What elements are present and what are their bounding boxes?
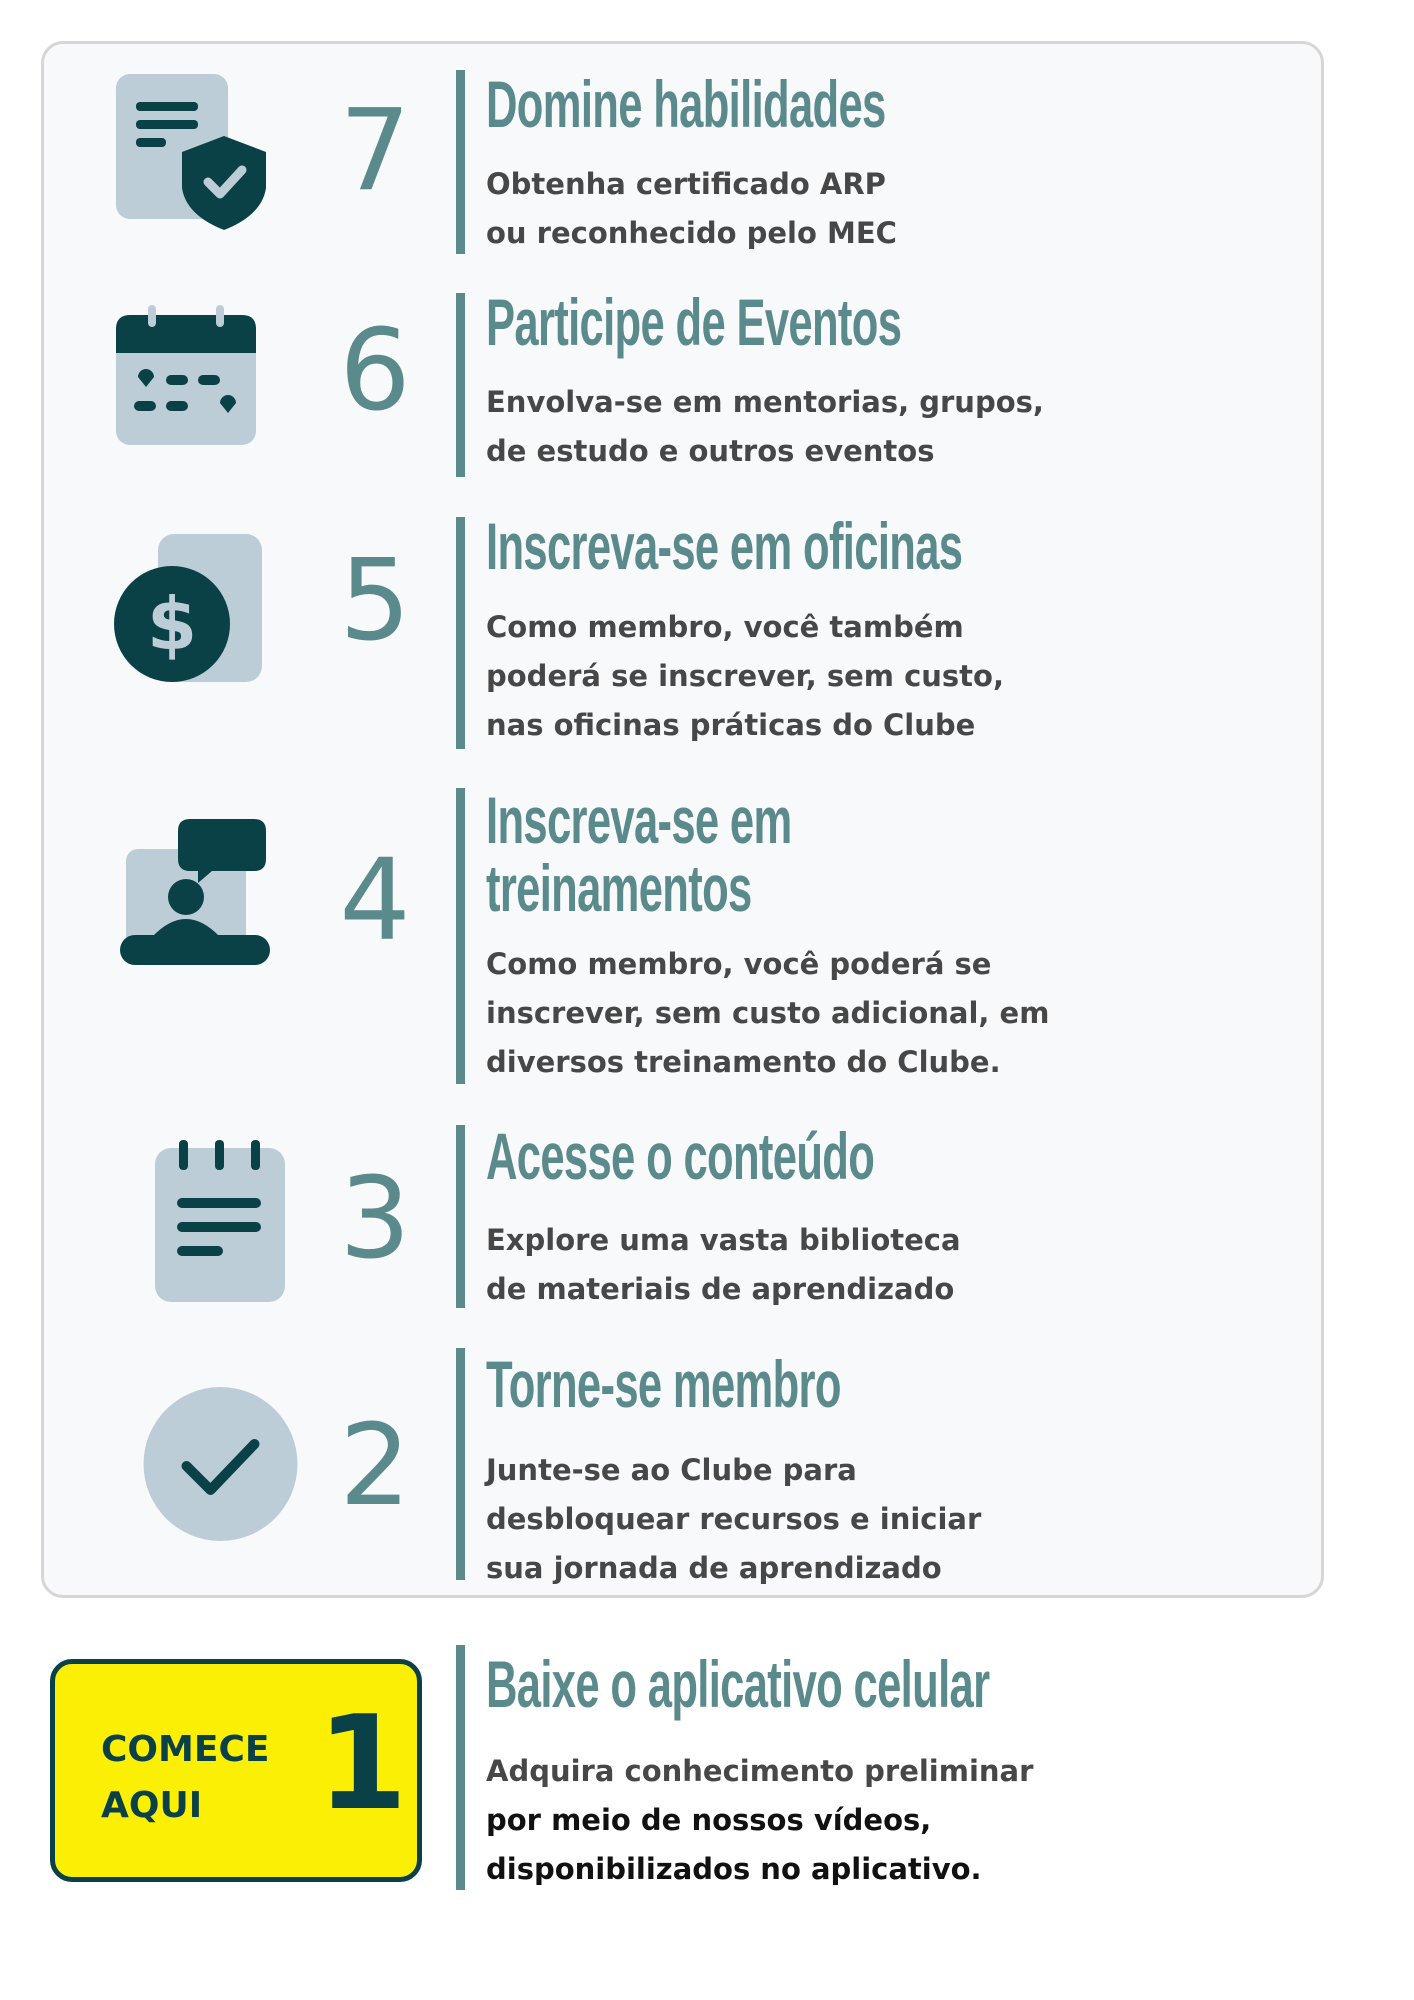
desc-line: ou reconhecido pelo MEC xyxy=(486,216,897,250)
desc-line: Explore uma vasta biblioteca xyxy=(486,1223,961,1257)
desc-line: por meio de nossos vídeos, xyxy=(486,1803,932,1837)
desc-line: de estudo e outros eventos xyxy=(486,434,935,468)
step-number: 3 xyxy=(339,1154,411,1284)
desc-line: Como membro, você também xyxy=(486,610,964,644)
step-description xyxy=(486,1747,1033,1894)
step-title: Participe de Eventos xyxy=(486,285,902,359)
divider xyxy=(456,70,465,254)
desc-line: disponibilizados no aplicativo. xyxy=(486,1852,982,1886)
start-here-badge xyxy=(50,1659,422,1882)
step-title: Baixe o aplicativo celular xyxy=(486,1647,990,1721)
divider xyxy=(456,1645,465,1890)
svg-text:$: $ xyxy=(146,582,198,666)
step-description xyxy=(486,603,1004,750)
desc-line: sua jornada de aprendizado xyxy=(486,1551,942,1585)
step-number: 5 xyxy=(339,536,411,666)
desc-line: Adquira conhecimento preliminar xyxy=(486,1754,1034,1788)
desc-line: Como membro, você poderá se xyxy=(486,947,992,981)
desc-line: Junte-se ao Clube para xyxy=(486,1453,857,1487)
start-here-label xyxy=(101,1722,269,1834)
label-line: AQUI xyxy=(101,1785,203,1826)
step-title xyxy=(486,783,792,925)
label-line: COMECE xyxy=(101,1729,270,1770)
notepad-icon xyxy=(138,1140,303,1305)
check-circle-icon xyxy=(138,1386,303,1542)
step-number: 2 xyxy=(339,1401,411,1531)
desc-line: inscrever, sem custo adicional, em xyxy=(486,996,1050,1030)
divider xyxy=(456,1125,465,1308)
desc-line: nas oficinas práticas do Clube xyxy=(486,708,976,742)
desc-line: poderá se inscrever, sem custo, xyxy=(486,659,1004,693)
divider xyxy=(456,293,465,477)
dollar-coins-icon xyxy=(112,532,277,682)
calendar-icon xyxy=(112,305,277,450)
step-description xyxy=(486,1216,961,1314)
step-number: 6 xyxy=(339,306,411,436)
divider xyxy=(456,788,465,1084)
step-title: Acesse o conteúdo xyxy=(486,1119,875,1193)
desc-line: diversos treinamento do Clube. xyxy=(486,1045,1001,1079)
step-description xyxy=(486,940,1049,1087)
step-description xyxy=(486,1446,981,1593)
desc-line: Obtenha certificado ARP xyxy=(486,167,886,201)
certificate-shield-icon xyxy=(112,70,277,230)
desc-line: Envolva-se em mentorias, grupos, xyxy=(486,385,1044,419)
title-line: Inscreva-se em xyxy=(486,783,792,857)
divider xyxy=(456,517,465,749)
step-title: Domine habilidades xyxy=(486,67,886,141)
step-number: 1 xyxy=(317,1687,408,1839)
online-training-icon xyxy=(112,815,277,970)
step-title: Torne-se membro xyxy=(486,1347,841,1421)
step-description xyxy=(486,378,1044,476)
step-description xyxy=(486,160,897,258)
title-line: treinamentos xyxy=(486,851,752,925)
desc-line: desbloquear recursos e iniciar xyxy=(486,1502,982,1536)
step-title: Inscreva-se em oficinas xyxy=(486,509,963,583)
desc-line: de materiais de aprendizado xyxy=(486,1272,955,1306)
step-number: 4 xyxy=(339,836,411,966)
divider xyxy=(456,1348,465,1580)
step-number: 7 xyxy=(339,86,411,216)
